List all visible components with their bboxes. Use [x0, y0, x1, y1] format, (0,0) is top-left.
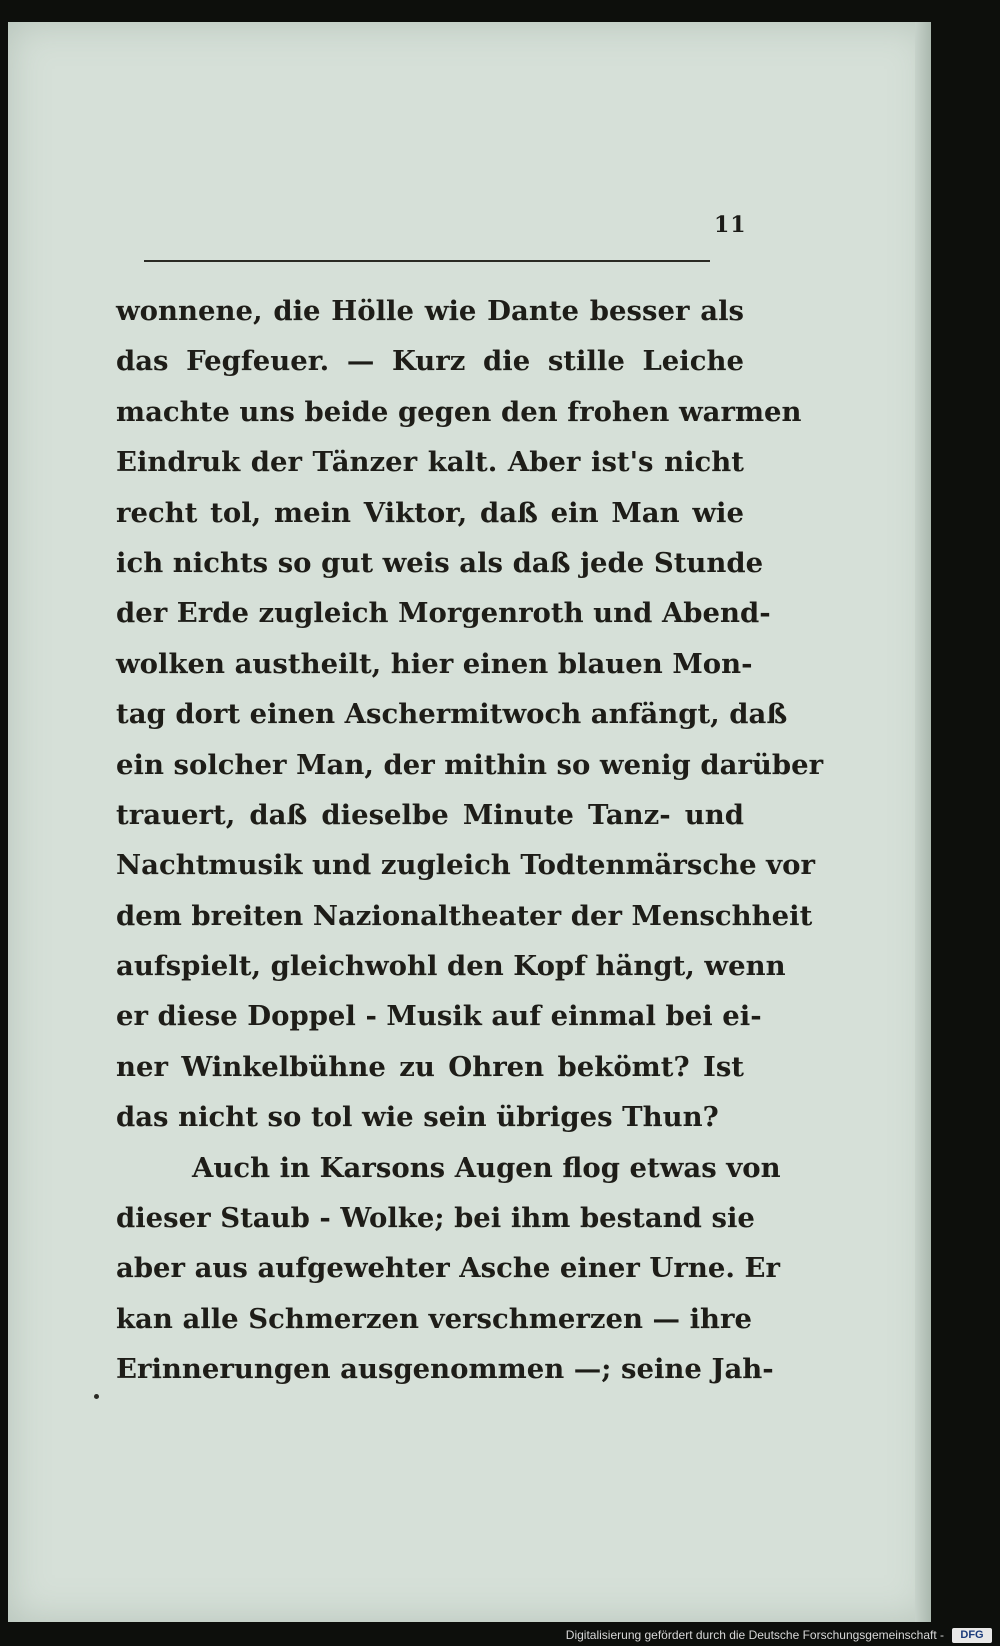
text-line: recht tol, mein Viktor, daß ein Man wie — [116, 496, 744, 529]
digitization-credit: Digitalisierung gefördert durch die Deutsche Forschungsgemeinschaft - — [565, 1628, 944, 1642]
text-line: machte uns beide gegen den frohen warmen — [116, 395, 802, 428]
text-line: Eindruk der Tänzer kalt. Aber ist's nicht — [116, 446, 744, 479]
text-line: er diese Doppel - Musik auf einmal bei ei- — [116, 1000, 762, 1033]
text-line: das Fegfeuer. — Kurz die stille Leiche — [116, 345, 744, 378]
text-line: Erinnerungen ausgenommen —; seine Jah- — [116, 1353, 774, 1386]
page-number: 11 — [714, 212, 747, 238]
text-line: dieser Staub - Wolke; bei ihm bestand sie — [116, 1202, 755, 1235]
margin-mark — [94, 1394, 99, 1399]
text-line: aber aus aufgewehter Asche einer Urne. Er — [116, 1252, 780, 1285]
text-line: der Erde zugleich Morgenroth und Abend- — [116, 597, 771, 630]
text-line: aufspielt, gleichwohl den Kopf hängt, wenn — [116, 950, 786, 983]
paragraph-end-line: das nicht so tol wie sein übriges Thun? — [116, 1101, 719, 1134]
text-line: ner Winkelbühne zu Ohren bekömt? Ist — [116, 1050, 744, 1083]
text-line: wolken austheilt, hier einen blauen Mon- — [116, 647, 753, 680]
text-line: ich nichts so gut weis als daß jede Stunde — [116, 546, 764, 579]
body-text — [116, 286, 824, 1395]
paragraph-start-line: Auch in Karsons Augen flog etwas von — [192, 1151, 781, 1184]
text-line: wonnene, die Hölle wie Dante besser als — [116, 295, 744, 327]
dfg-logo: DFG — [952, 1628, 992, 1643]
header-rule — [144, 260, 710, 262]
text-line: tag dort einen Aschermitwoch anfängt, daß — [116, 698, 788, 731]
text-line: ein solcher Man, der mithin so wenig darüber — [116, 748, 824, 781]
book-page — [8, 22, 931, 1622]
text-line: trauert, daß dieselbe Minute Tanz- und — [116, 798, 744, 831]
text-line: dem breiten Nazionaltheater der Menschheit — [116, 899, 813, 932]
text-line: Nachtmusik und zugleich Todtenmärsche vor — [116, 849, 815, 882]
text-line: kan alle Schmerzen verschmerzen — ihre — [116, 1302, 753, 1335]
page-binding-edge — [915, 22, 931, 1622]
